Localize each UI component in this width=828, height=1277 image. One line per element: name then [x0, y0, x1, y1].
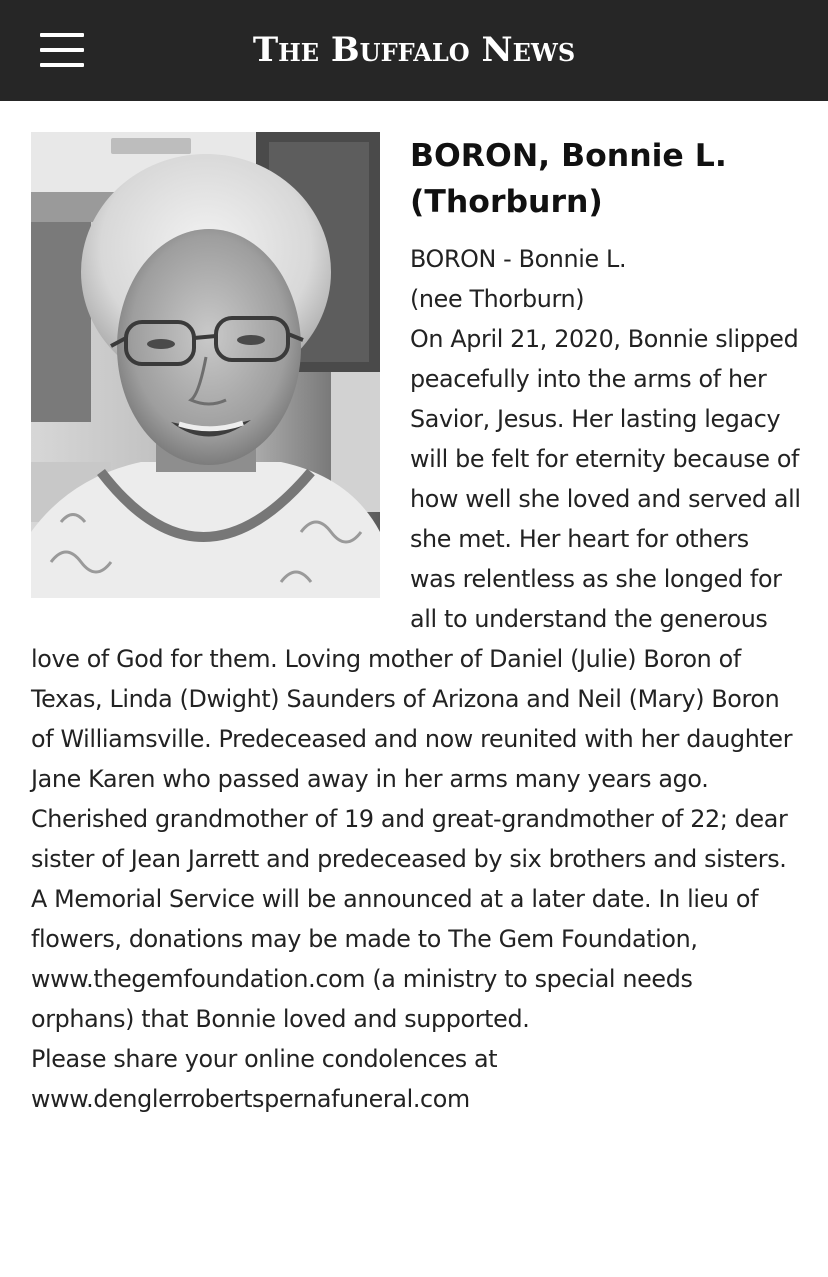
obituary-headline: BORON, Bonnie L. (Thorburn) — [410, 138, 727, 220]
portrait-photo — [31, 132, 380, 598]
obituary-article — [31, 132, 801, 1119]
obituary-main-paragraph: On April 21, 2020, Bonnie slipped peacefully into the arms of her Savior, Jesus. Her lasting legacy will be felt for eternity because of how well she loved and served all she met. Her heart for others was relentless as she longed for all to understand the generous love of God for them. Loving mother of Daniel (Julie) Boron of Texas, Linda (Dwight) Saunders of Arizona and Neil (Mary) Boron of Williamsville. Predeceased and now reunited with her daughter Jane Karen who passed away in her arms many years ago. Cherished grandmother of 19 and great-grandmother of 22; dear sister of Jean Jarrett and predeceased by six brothers and sisters. A Memorial Service will be announced at a later date. In lieu of flowers, donations may be made to The Gem Foundation, www.thegemfoundation.com (a ministry to special needs orphans) that Bonnie loved and supported. — [31, 325, 801, 1033]
condolences-text: Please share your online condolences at — [31, 1045, 498, 1073]
menu-bar-line — [40, 33, 84, 37]
site-logo[interactable]: The Buffalo News — [252, 30, 576, 70]
top-navigation-bar — [0, 0, 828, 101]
menu-bar-line — [40, 63, 84, 67]
obituary-nee-line: (nee Thorburn) — [410, 285, 585, 313]
funeral-home-link[interactable]: www.denglerrobertspernafuneral.com — [31, 1085, 470, 1113]
hamburger-menu-icon[interactable] — [40, 33, 84, 67]
menu-bar-line — [40, 48, 84, 52]
obituary-name-line: BORON - Bonnie L. — [410, 245, 627, 273]
